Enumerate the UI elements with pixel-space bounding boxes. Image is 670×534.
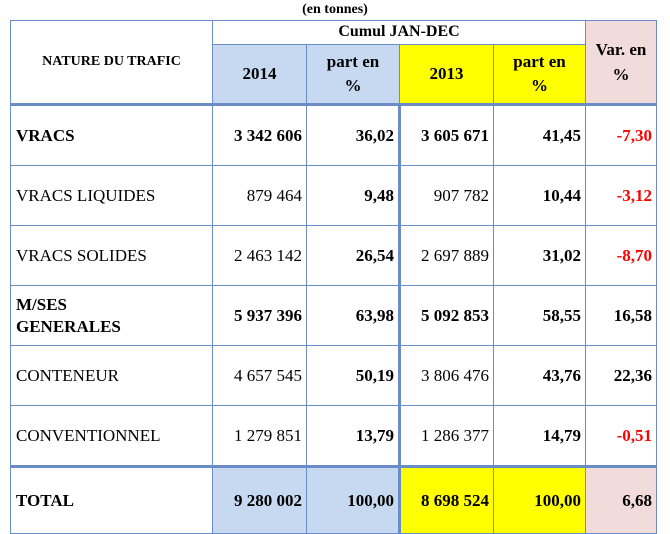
cell-2014: 1 279 851 [213, 406, 307, 467]
table-row-conteneur [11, 346, 657, 406]
cell-variation: 22,36 [586, 346, 657, 406]
cell-part-2014: 9,48 [307, 166, 400, 226]
cell-2013: 8 698 524 [400, 467, 494, 534]
cell-part-2013: 43,76 [494, 346, 586, 406]
table-row-marchandises-generales [11, 286, 657, 346]
cell-part-2014: 63,98 [307, 286, 400, 346]
cell-2013: 3 605 671 [400, 105, 494, 166]
header-part-2014 [307, 44, 400, 104]
cell-part-2013: 41,45 [494, 105, 586, 166]
traffic-table [10, 20, 657, 534]
row-label: VRACS SOLIDES [11, 226, 213, 286]
table-row-vracs-liquides [11, 166, 657, 226]
cell-part-2013: 10,44 [494, 166, 586, 226]
cell-2014: 2 463 142 [213, 226, 307, 286]
cell-part-2014: 26,54 [307, 226, 400, 286]
cell-variation: -0,51 [586, 406, 657, 467]
header-part-2013 [494, 44, 586, 104]
header-2013: 2013 [400, 44, 494, 104]
row-label [11, 286, 213, 346]
header-cumul: Cumul JAN-DEC [213, 21, 586, 45]
header-variation [586, 21, 657, 105]
cell-part-2013: 31,02 [494, 226, 586, 286]
cell-part-2013: 14,79 [494, 406, 586, 467]
cell-2014: 3 342 606 [213, 105, 307, 166]
cell-2013: 1 286 377 [400, 406, 494, 467]
cell-part-2014: 36,02 [307, 105, 400, 166]
header-part-2014-line2: % [344, 75, 362, 95]
row-label: CONVENTIONNEL [11, 406, 213, 467]
cell-part-2014: 100,00 [307, 467, 400, 534]
cell-2014: 879 464 [213, 166, 307, 226]
cell-2014: 5 937 396 [213, 286, 307, 346]
cell-2013: 5 092 853 [400, 286, 494, 346]
table-row-conventionnel [11, 406, 657, 467]
table-row-vracs-solides [11, 226, 657, 286]
row-label-line1: M/SES [16, 294, 68, 314]
cell-part-2013: 100,00 [494, 467, 586, 534]
row-label: TOTAL [11, 467, 213, 534]
cell-part-2014: 13,79 [307, 406, 400, 467]
cell-variation: -8,70 [586, 226, 657, 286]
cell-part-2014: 50,19 [307, 346, 400, 406]
cell-2013: 907 782 [400, 166, 494, 226]
header-part-2013-line2: % [531, 75, 548, 95]
cell-variation: -3,12 [586, 166, 657, 226]
cell-2014: 4 657 545 [213, 346, 307, 406]
header-row-top [11, 21, 657, 45]
row-label: VRACS [11, 105, 213, 166]
cell-2014: 9 280 002 [213, 467, 307, 534]
header-variation-line2: % [612, 65, 630, 84]
cell-2013: 3 806 476 [400, 346, 494, 406]
unit-caption: (en tonnes) [302, 2, 368, 17]
cell-2013: 2 697 889 [400, 226, 494, 286]
header-part-2014-line1: part en [326, 51, 380, 71]
table-row-vracs [11, 105, 657, 166]
header-variation-line1: Var. en [595, 40, 647, 59]
header-nature: NATURE DU TRAFIC [11, 21, 213, 105]
cell-part-2013: 58,55 [494, 286, 586, 346]
row-label-line2: GENERALES [16, 316, 121, 336]
table-row-total [11, 467, 657, 534]
row-label: CONTENEUR [11, 346, 213, 406]
header-2014: 2014 [213, 44, 307, 104]
cell-variation: -7,30 [586, 105, 657, 166]
cell-variation: 16,58 [586, 286, 657, 346]
row-label: VRACS LIQUIDES [11, 166, 213, 226]
header-part-2013-line1: part en [513, 51, 566, 71]
cell-variation: 6,68 [586, 467, 657, 534]
